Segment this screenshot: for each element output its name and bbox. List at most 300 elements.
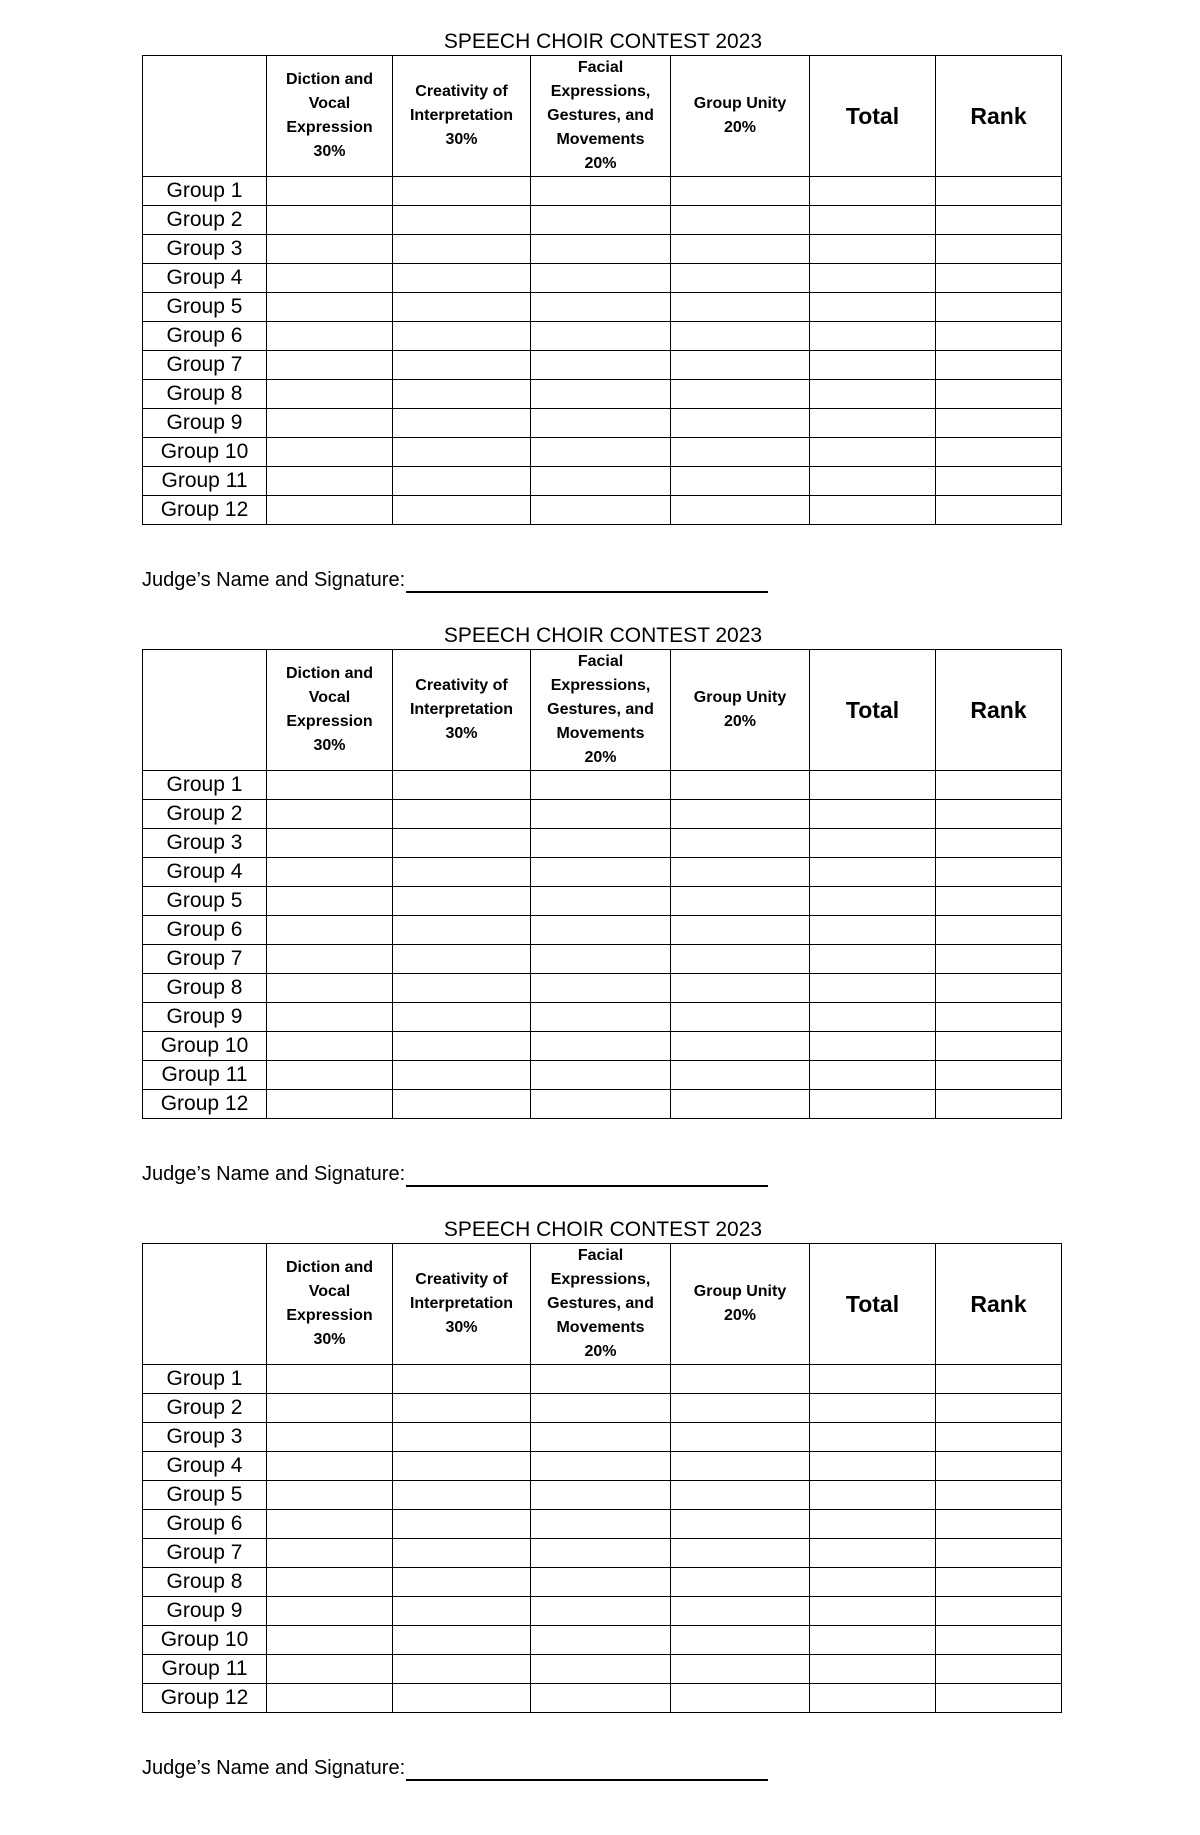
score-sheet	[0, 0, 1200, 600]
score-cell-diction[interactable]	[267, 1597, 393, 1626]
table-row	[143, 235, 1062, 264]
judge-signature-line	[142, 567, 768, 593]
score-cell-diction[interactable]	[267, 1539, 393, 1568]
score-cell-unity[interactable]	[671, 409, 810, 438]
score-cell-diction[interactable]	[267, 1032, 393, 1061]
column-header-label: Rank	[970, 1291, 1027, 1317]
score-cell-total[interactable]	[810, 264, 936, 293]
score-cell-diction[interactable]	[267, 206, 393, 235]
score-cell-total[interactable]	[810, 829, 936, 858]
table-row	[143, 1539, 1062, 1568]
column-header-label: Creativity of Interpretation 30%	[409, 677, 514, 742]
score-cell-diction[interactable]	[267, 887, 393, 916]
judge-signature-line	[142, 1755, 768, 1781]
score-cell-rank[interactable]	[936, 1568, 1062, 1597]
score-cell-diction[interactable]	[267, 496, 393, 525]
score-cell-unity[interactable]	[671, 496, 810, 525]
score-cell-total[interactable]	[810, 858, 936, 887]
score-cell-total[interactable]	[810, 467, 936, 496]
score-cell-facial[interactable]	[531, 1394, 671, 1423]
score-cell-diction[interactable]	[267, 829, 393, 858]
sheet-title: SPEECH CHOIR CONTEST 2023	[443, 30, 763, 53]
score-cell-total[interactable]	[810, 1365, 936, 1394]
score-cell-creativity[interactable]	[393, 829, 531, 858]
score-cell-facial[interactable]	[531, 1365, 671, 1394]
score-cell-unity[interactable]	[671, 1090, 810, 1119]
score-cell-diction[interactable]	[267, 858, 393, 887]
score-cell-facial[interactable]	[531, 1684, 671, 1713]
score-cell-creativity[interactable]	[393, 1568, 531, 1597]
score-cell-total[interactable]	[810, 887, 936, 916]
score-cell-total[interactable]	[810, 380, 936, 409]
column-header-label: Total	[845, 1291, 900, 1317]
score-cell-unity[interactable]	[671, 1423, 810, 1452]
judge-signature-line	[142, 1161, 768, 1187]
score-cell-creativity[interactable]	[393, 945, 531, 974]
score-cell-total[interactable]	[810, 351, 936, 380]
score-cell-rank[interactable]	[936, 800, 1062, 829]
score-cell-rank[interactable]	[936, 1090, 1062, 1119]
score-cell-total[interactable]	[810, 1539, 936, 1568]
header-row	[143, 1244, 1062, 1365]
column-header-facial	[531, 56, 671, 177]
score-cell-rank[interactable]	[936, 438, 1062, 467]
score-cell-rank[interactable]	[936, 974, 1062, 1003]
score-cell-creativity[interactable]	[393, 438, 531, 467]
score-cell-facial[interactable]	[531, 1510, 671, 1539]
score-cell-diction[interactable]	[267, 409, 393, 438]
score-cell-unity[interactable]	[671, 206, 810, 235]
group-label: Group 10	[143, 1626, 267, 1655]
score-cell-unity[interactable]	[671, 380, 810, 409]
score-cell-creativity[interactable]	[393, 887, 531, 916]
score-cell-facial[interactable]	[531, 438, 671, 467]
table-row	[143, 380, 1062, 409]
column-header-label: Group Unity 20%	[693, 689, 787, 730]
score-cell-creativity[interactable]	[393, 380, 531, 409]
score-cell-unity[interactable]	[671, 1539, 810, 1568]
score-cell-facial[interactable]	[531, 206, 671, 235]
table-row	[143, 1684, 1062, 1713]
score-cell-rank[interactable]	[936, 235, 1062, 264]
group-label: Group 6	[143, 1510, 267, 1539]
group-label: Group 5	[143, 293, 267, 322]
score-cell-unity[interactable]	[671, 293, 810, 322]
score-cell-total[interactable]	[810, 1423, 936, 1452]
score-cell-creativity[interactable]	[393, 1452, 531, 1481]
score-cell-diction[interactable]	[267, 1568, 393, 1597]
table-row	[143, 1061, 1062, 1090]
score-cell-creativity[interactable]	[393, 235, 531, 264]
score-cell-total[interactable]	[810, 1061, 936, 1090]
score-cell-total[interactable]	[810, 235, 936, 264]
score-cell-creativity[interactable]	[393, 1365, 531, 1394]
score-cell-facial[interactable]	[531, 467, 671, 496]
score-cell-facial[interactable]	[531, 800, 671, 829]
table-row	[143, 409, 1062, 438]
score-cell-rank[interactable]	[936, 206, 1062, 235]
score-cell-diction[interactable]	[267, 467, 393, 496]
column-header-diction	[267, 1244, 393, 1365]
score-cell-unity[interactable]	[671, 771, 810, 800]
score-cell-rank[interactable]	[936, 829, 1062, 858]
group-label: Group 9	[143, 1597, 267, 1626]
score-sheet	[0, 594, 1200, 1194]
column-header-label: Facial Expressions, Gestures, and Movements 20%	[547, 59, 654, 172]
score-cell-total[interactable]	[810, 322, 936, 351]
column-header-label: Total	[845, 103, 900, 129]
score-cell-creativity[interactable]	[393, 322, 531, 351]
table-row	[143, 438, 1062, 467]
column-header-facial	[531, 650, 671, 771]
score-cell-unity[interactable]	[671, 264, 810, 293]
score-cell-creativity[interactable]	[393, 1539, 531, 1568]
table-row	[143, 293, 1062, 322]
score-cell-unity[interactable]	[671, 1597, 810, 1626]
score-cell-facial[interactable]	[531, 974, 671, 1003]
score-cell-diction[interactable]	[267, 1061, 393, 1090]
score-cell-facial[interactable]	[531, 1090, 671, 1119]
score-cell-total[interactable]	[810, 293, 936, 322]
score-cell-unity[interactable]	[671, 800, 810, 829]
score-cell-diction[interactable]	[267, 1423, 393, 1452]
column-header-label: Creativity of Interpretation 30%	[409, 83, 514, 148]
group-label: Group 2	[143, 206, 267, 235]
score-sheet	[0, 1188, 1200, 1788]
score-cell-facial[interactable]	[531, 829, 671, 858]
score-cell-rank[interactable]	[936, 1061, 1062, 1090]
column-header-diction	[267, 650, 393, 771]
score-cell-rank[interactable]	[936, 1684, 1062, 1713]
score-cell-diction[interactable]	[267, 916, 393, 945]
score-cell-facial[interactable]	[531, 1568, 671, 1597]
score-cell-facial[interactable]	[531, 1032, 671, 1061]
score-cell-facial[interactable]	[531, 496, 671, 525]
score-cell-creativity[interactable]	[393, 351, 531, 380]
score-cell-rank[interactable]	[936, 496, 1062, 525]
score-cell-creativity[interactable]	[393, 1684, 531, 1713]
score-cell-rank[interactable]	[936, 1452, 1062, 1481]
score-cell-facial[interactable]	[531, 1655, 671, 1684]
column-header-label: Total	[845, 697, 900, 723]
score-cell-facial[interactable]	[531, 1003, 671, 1032]
score-cell-total[interactable]	[810, 1597, 936, 1626]
column-header-label: Facial Expressions, Gestures, and Movements 20%	[547, 1247, 654, 1360]
score-cell-diction[interactable]	[267, 438, 393, 467]
score-cell-total[interactable]	[810, 409, 936, 438]
score-cell-unity[interactable]	[671, 467, 810, 496]
score-cell-diction[interactable]	[267, 380, 393, 409]
score-cell-unity[interactable]	[671, 1365, 810, 1394]
score-cell-total[interactable]	[810, 1452, 936, 1481]
score-cell-facial[interactable]	[531, 293, 671, 322]
signature-blank[interactable]	[406, 1163, 768, 1187]
score-cell-rank[interactable]	[936, 1481, 1062, 1510]
group-label: Group 12	[143, 1090, 267, 1119]
score-cell-total[interactable]	[810, 496, 936, 525]
score-cell-rank[interactable]	[936, 887, 1062, 916]
column-header-rank	[936, 650, 1062, 771]
table-row	[143, 771, 1062, 800]
score-cell-unity[interactable]	[671, 1626, 810, 1655]
score-cell-unity[interactable]	[671, 1655, 810, 1684]
group-label: Group 8	[143, 1568, 267, 1597]
score-cell-unity[interactable]	[671, 1061, 810, 1090]
score-cell-unity[interactable]	[671, 438, 810, 467]
score-cell-total[interactable]	[810, 1090, 936, 1119]
score-cell-rank[interactable]	[936, 264, 1062, 293]
score-cell-facial[interactable]	[531, 264, 671, 293]
group-label: Group 7	[143, 1539, 267, 1568]
score-cell-rank[interactable]	[936, 771, 1062, 800]
score-cell-unity[interactable]	[671, 974, 810, 1003]
score-cell-diction[interactable]	[267, 1090, 393, 1119]
signature-blank[interactable]	[406, 1757, 768, 1781]
table-row	[143, 264, 1062, 293]
score-cell-creativity[interactable]	[393, 771, 531, 800]
score-cell-rank[interactable]	[936, 1626, 1062, 1655]
score-cell-total[interactable]	[810, 1568, 936, 1597]
score-cell-creativity[interactable]	[393, 1481, 531, 1510]
score-cell-diction[interactable]	[267, 235, 393, 264]
score-cell-unity[interactable]	[671, 1003, 810, 1032]
score-cell-unity[interactable]	[671, 1510, 810, 1539]
score-cell-creativity[interactable]	[393, 916, 531, 945]
score-cell-rank[interactable]	[936, 351, 1062, 380]
score-cell-facial[interactable]	[531, 771, 671, 800]
score-cell-rank[interactable]	[936, 380, 1062, 409]
score-cell-rank[interactable]	[936, 1597, 1062, 1626]
score-cell-facial[interactable]	[531, 916, 671, 945]
score-cell-creativity[interactable]	[393, 1655, 531, 1684]
score-cell-rank[interactable]	[936, 1539, 1062, 1568]
column-header-total	[810, 56, 936, 177]
table-row	[143, 1655, 1062, 1684]
column-header-label: Group Unity 20%	[693, 95, 787, 136]
group-label: Group 12	[143, 1684, 267, 1713]
column-header-label: Rank	[970, 103, 1027, 129]
score-cell-facial[interactable]	[531, 409, 671, 438]
score-cell-unity[interactable]	[671, 1394, 810, 1423]
score-cell-creativity[interactable]	[393, 800, 531, 829]
score-cell-total[interactable]	[810, 206, 936, 235]
score-cell-unity[interactable]	[671, 177, 810, 206]
score-cell-diction[interactable]	[267, 1452, 393, 1481]
score-cell-diction[interactable]	[267, 1626, 393, 1655]
column-header-total	[810, 650, 936, 771]
score-cell-creativity[interactable]	[393, 1003, 531, 1032]
score-cell-creativity[interactable]	[393, 1423, 531, 1452]
score-cell-rank[interactable]	[936, 293, 1062, 322]
group-label: Group 2	[143, 800, 267, 829]
score-cell-facial[interactable]	[531, 858, 671, 887]
group-label: Group 3	[143, 829, 267, 858]
score-cell-facial[interactable]	[531, 1481, 671, 1510]
score-cell-facial[interactable]	[531, 887, 671, 916]
column-header-label: Diction and Vocal Expression 30%	[285, 71, 374, 160]
score-cell-creativity[interactable]	[393, 1032, 531, 1061]
table-row	[143, 1003, 1062, 1032]
score-cell-diction[interactable]	[267, 322, 393, 351]
signature-blank[interactable]	[406, 569, 768, 593]
score-cell-diction[interactable]	[267, 293, 393, 322]
score-cell-total[interactable]	[810, 1032, 936, 1061]
column-header-total	[810, 1244, 936, 1365]
score-cell-total[interactable]	[810, 916, 936, 945]
group-label: Group 1	[143, 771, 267, 800]
score-cell-total[interactable]	[810, 945, 936, 974]
score-cell-total[interactable]	[810, 1481, 936, 1510]
table-row	[143, 496, 1062, 525]
score-cell-facial[interactable]	[531, 177, 671, 206]
group-label: Group 11	[143, 467, 267, 496]
score-cell-creativity[interactable]	[393, 264, 531, 293]
scoring-table	[142, 55, 1062, 525]
score-cell-diction[interactable]	[267, 800, 393, 829]
score-cell-rank[interactable]	[936, 1003, 1062, 1032]
score-cell-creativity[interactable]	[393, 293, 531, 322]
score-cell-total[interactable]	[810, 177, 936, 206]
score-cell-creativity[interactable]	[393, 1090, 531, 1119]
score-cell-unity[interactable]	[671, 916, 810, 945]
score-cell-unity[interactable]	[671, 235, 810, 264]
score-cell-unity[interactable]	[671, 1452, 810, 1481]
score-cell-rank[interactable]	[936, 945, 1062, 974]
column-header-rank	[936, 1244, 1062, 1365]
score-cell-total[interactable]	[810, 438, 936, 467]
table-row	[143, 1090, 1062, 1119]
group-label: Group 9	[143, 409, 267, 438]
table-row	[143, 1481, 1062, 1510]
score-cell-rank[interactable]	[936, 858, 1062, 887]
score-cell-rank[interactable]	[936, 1655, 1062, 1684]
score-cell-diction[interactable]	[267, 1655, 393, 1684]
score-cell-facial[interactable]	[531, 1597, 671, 1626]
score-cell-unity[interactable]	[671, 1568, 810, 1597]
score-cell-diction[interactable]	[267, 945, 393, 974]
group-label: Group 10	[143, 1032, 267, 1061]
score-cell-facial[interactable]	[531, 351, 671, 380]
score-cell-total[interactable]	[810, 1655, 936, 1684]
score-cell-diction[interactable]	[267, 351, 393, 380]
score-cell-rank[interactable]	[936, 322, 1062, 351]
score-cell-facial[interactable]	[531, 1423, 671, 1452]
table-row	[143, 322, 1062, 351]
score-cell-diction[interactable]	[267, 1365, 393, 1394]
score-cell-facial[interactable]	[531, 322, 671, 351]
score-cell-total[interactable]	[810, 1626, 936, 1655]
score-cell-diction[interactable]	[267, 771, 393, 800]
score-cell-creativity[interactable]	[393, 1061, 531, 1090]
score-cell-rank[interactable]	[936, 177, 1062, 206]
score-cell-diction[interactable]	[267, 1684, 393, 1713]
score-cell-rank[interactable]	[936, 916, 1062, 945]
table-row	[143, 1510, 1062, 1539]
table-row	[143, 206, 1062, 235]
group-label: Group 4	[143, 264, 267, 293]
column-header-label: Diction and Vocal Expression 30%	[285, 665, 374, 754]
score-cell-diction[interactable]	[267, 177, 393, 206]
score-cell-diction[interactable]	[267, 1510, 393, 1539]
score-cell-facial[interactable]	[531, 1061, 671, 1090]
table-row	[143, 1032, 1062, 1061]
score-cell-diction[interactable]	[267, 974, 393, 1003]
score-cell-unity[interactable]	[671, 829, 810, 858]
score-cell-rank[interactable]	[936, 1510, 1062, 1539]
score-cell-unity[interactable]	[671, 858, 810, 887]
score-cell-creativity[interactable]	[393, 177, 531, 206]
score-cell-rank[interactable]	[936, 1394, 1062, 1423]
score-cell-creativity[interactable]	[393, 858, 531, 887]
score-cell-unity[interactable]	[671, 351, 810, 380]
score-cell-unity[interactable]	[671, 945, 810, 974]
score-cell-facial[interactable]	[531, 945, 671, 974]
score-cell-total[interactable]	[810, 1003, 936, 1032]
judge-signature-label: Judge’s Name and Signature:	[142, 569, 406, 591]
column-header-unity	[671, 56, 810, 177]
group-label: Group 4	[143, 858, 267, 887]
group-label: Group 6	[143, 916, 267, 945]
score-cell-unity[interactable]	[671, 322, 810, 351]
score-cell-creativity[interactable]	[393, 496, 531, 525]
score-cell-creativity[interactable]	[393, 467, 531, 496]
score-cell-facial[interactable]	[531, 235, 671, 264]
score-cell-facial[interactable]	[531, 380, 671, 409]
score-cell-total[interactable]	[810, 974, 936, 1003]
header-row	[143, 650, 1062, 771]
score-cell-creativity[interactable]	[393, 1597, 531, 1626]
column-header-label: Rank	[970, 697, 1027, 723]
score-cell-diction[interactable]	[267, 1481, 393, 1510]
score-cell-total[interactable]	[810, 1510, 936, 1539]
score-cell-rank[interactable]	[936, 1423, 1062, 1452]
group-label: Group 10	[143, 438, 267, 467]
score-cell-creativity[interactable]	[393, 1510, 531, 1539]
group-label: Group 12	[143, 496, 267, 525]
score-cell-unity[interactable]	[671, 1032, 810, 1061]
score-cell-unity[interactable]	[671, 1684, 810, 1713]
score-cell-unity[interactable]	[671, 1481, 810, 1510]
column-header-group	[143, 56, 267, 177]
column-header-creativity	[393, 1244, 531, 1365]
score-cell-facial[interactable]	[531, 1626, 671, 1655]
score-cell-facial[interactable]	[531, 1539, 671, 1568]
score-cell-creativity[interactable]	[393, 1394, 531, 1423]
score-cell-total[interactable]	[810, 771, 936, 800]
score-cell-diction[interactable]	[267, 264, 393, 293]
score-cell-total[interactable]	[810, 1684, 936, 1713]
score-cell-diction[interactable]	[267, 1394, 393, 1423]
score-cell-creativity[interactable]	[393, 974, 531, 1003]
score-cell-rank[interactable]	[936, 467, 1062, 496]
group-label: Group 11	[143, 1655, 267, 1684]
score-cell-creativity[interactable]	[393, 1626, 531, 1655]
score-cell-rank[interactable]	[936, 1365, 1062, 1394]
group-label: Group 8	[143, 380, 267, 409]
table-row	[143, 1626, 1062, 1655]
score-cell-facial[interactable]	[531, 1452, 671, 1481]
score-cell-rank[interactable]	[936, 409, 1062, 438]
score-cell-creativity[interactable]	[393, 409, 531, 438]
score-cell-total[interactable]	[810, 800, 936, 829]
score-cell-unity[interactable]	[671, 887, 810, 916]
score-cell-creativity[interactable]	[393, 206, 531, 235]
score-cell-total[interactable]	[810, 1394, 936, 1423]
column-header-creativity	[393, 56, 531, 177]
score-cell-rank[interactable]	[936, 1032, 1062, 1061]
score-cell-diction[interactable]	[267, 1003, 393, 1032]
scoring-table	[142, 649, 1062, 1119]
